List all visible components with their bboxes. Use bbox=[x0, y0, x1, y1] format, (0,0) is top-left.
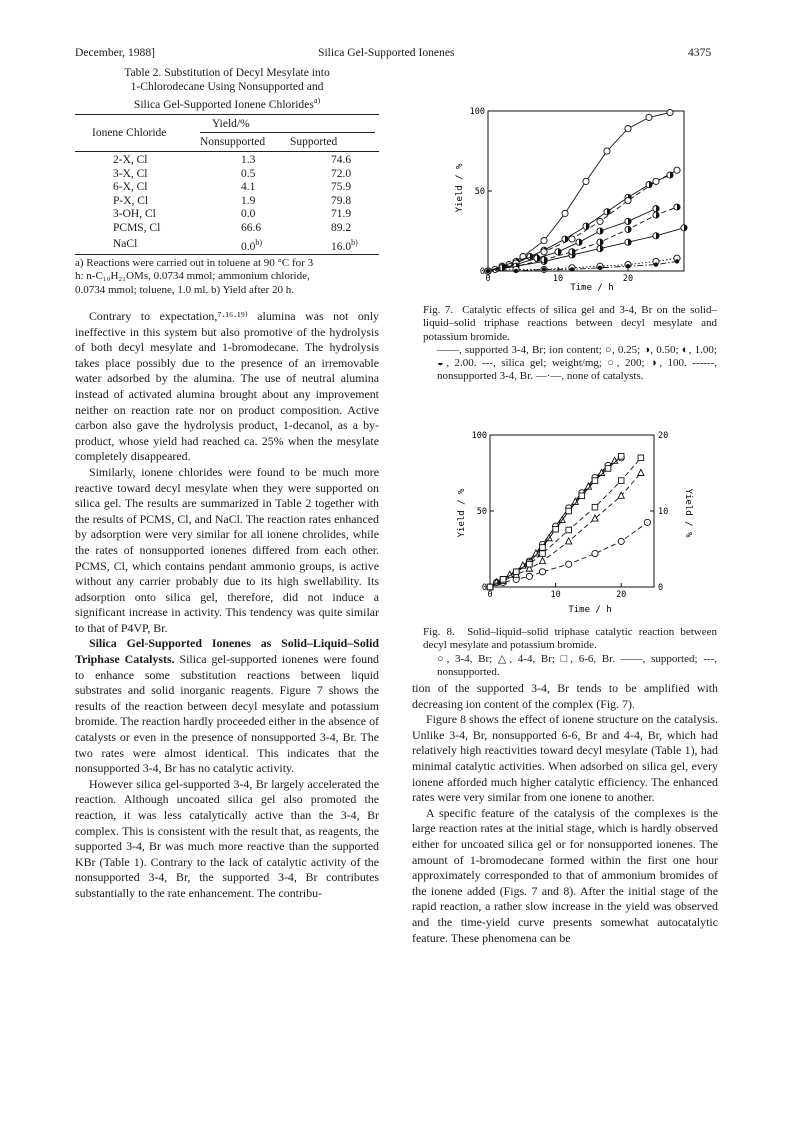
fig7-legend: ——, supported 3-4, Br; ion content; ○, 0.25; ◑, 0.50; ◐, 1.00; ◒, 2.00. ---, silica gel; weight/mg; ○, 200; ◑, 100. ------, nonsupported 3-4, Br. —·—, none of catalysts. bbox=[437, 343, 717, 383]
paragraph: A specific feature of the catalysis of the complexes is the large reaction rates at the initial stage, which is hardly observed either for uncoated silica gel or for nonsupported ionenes. The amount of 1-bromodecane formed within the first one hour approximately corresponded to that of ammonium bromides of the ionene added (Figs. 7 and 8). After the initial stage of the rapid reaction, a rather slow increase in the yield was observed and the time-yield curve presents somewhat autocatalytic feature. These phenomena can be bbox=[412, 805, 718, 945]
table-row bbox=[75, 236, 358, 254]
x-tick-label: 10 bbox=[552, 274, 564, 284]
right-column-text bbox=[412, 681, 718, 946]
square-marker bbox=[638, 455, 644, 461]
paragraph: Similarly, ionene chlorides were found to be much more reactive toward decyl mesylate when they were supported on silica gel. The results are summarized in Table 2 together with the results of PCMS, Cl, and NaCl. The reaction rates enhanced by adsorption were very similar for all ionene chrolides, while the rates of nonsupported ionenes differed from each other. PCMS, Cl, which contains pendant ammonio groups, is active without any carrier probably due to its high swellability. Its adsorption onto silica gel, therefore, did not induce a significant increase in activity. This tendency was quite similar to that of P4VP, Br. bbox=[75, 464, 379, 635]
fig7-plot-area bbox=[470, 107, 687, 284]
table-cell-supported: 89.2 bbox=[331, 221, 352, 234]
paragraph: tion of the supported 3-4, Br tends to be amplified with decreasing ion content of the complex (Fig. 7). bbox=[412, 681, 718, 711]
square-marker bbox=[618, 453, 624, 459]
paragraph: Figure 8 shows the effect of ionene structure on the catalysis. Unlike 3-4, Br, nonsupported 6-6, Br and 4-4, Br, which had relatively high reactivities toward decyl mesylate (Table 1), had minimal catalytic activities. When adsorbed on silica gel, every ionene afforded much higher catalytic efficiency. The enhanced rates were very similar from one ionene to another. bbox=[412, 712, 718, 805]
circle-marker bbox=[597, 218, 603, 224]
triangle-marker bbox=[539, 557, 545, 563]
table2-title-line: Table 2. Substitution of Decyl Mesylate into bbox=[124, 66, 330, 79]
circle-marker bbox=[653, 178, 659, 184]
paragraph: Contrary to expectation,⁷·¹⁶·¹⁹⁾ alumina was not only ineffective in this system but also promotive of the hydrolysis of both decyl mesylate and 1-bromodecane. The hydrolysis takes place possibly due to the presence of an irremovable water adsorbed by the alumina. The use of neutral alumina instead of activated alumina brought about any improvement neither on reaction rate nor on product composition. Active carbon also gave the hydrolysis product, 1-decanol, as a by-product, whose yield had reached ca. 25% when the mesylate completely disappeared. bbox=[75, 309, 379, 464]
table-row bbox=[75, 208, 358, 222]
table-row bbox=[75, 168, 358, 182]
paragraph: Silica Gel-Supported Ionenes as Solid–Liquid–Solid Triphase Catalysts. Silica gel-supported ionenes were found to enhance some substitution reactions between liquid substrates and solid inorganic reagents. Figure 7 shows the results of the reaction between decyl mesylate and potassium bromide. The reaction hardly proceeded either in the absence of catalysts or even in the presence of nonsupported 3-4, Br. The two rates were almost identical. This indicates that the nonsupported 3-4, Br has no catalytic activity. bbox=[75, 636, 379, 776]
fig7-xlabel: Time / h bbox=[570, 283, 614, 293]
x-tick-label: 0 bbox=[487, 590, 493, 600]
x-tick-label: 20 bbox=[622, 274, 634, 284]
x-tick-label: 20 bbox=[616, 590, 627, 600]
triangle-marker bbox=[566, 538, 572, 544]
paragraph: However silica gel-supported 3-4, Br largely accelerated the reaction. Although uncoated silica gel also promoted the reaction, it was less catalytically active than the 3-4, Br complex. This is consistent with the result that, as reagents, the supported 3-4, Br was much more reactive than the supported KBr (Table 1). Contrary to the lack of catalytic activity of the nonsupported 3-4, Br, the supported 3-4, Br contributes substantially to the rate enhancement. The contribu- bbox=[75, 776, 379, 900]
filled-circle-marker bbox=[514, 269, 518, 273]
filled-circle-marker bbox=[486, 269, 490, 273]
y2-tick-label: 0 bbox=[658, 583, 664, 593]
table-cell-ionene: 3-OH, Cl bbox=[113, 208, 156, 221]
table-row bbox=[75, 154, 358, 168]
filled-circle-marker bbox=[626, 264, 630, 268]
table2-yield-rule bbox=[200, 132, 375, 133]
circle-marker bbox=[592, 550, 598, 556]
y-tick-label: 50 bbox=[476, 507, 487, 517]
fig8-caption-label: Fig. 8. bbox=[423, 626, 455, 638]
x-tick-label: 0 bbox=[485, 274, 491, 284]
y-tick-label: 0 bbox=[481, 583, 487, 593]
square-marker bbox=[566, 508, 572, 514]
running-header-title: Silica Gel-Supported Ionenes bbox=[318, 46, 455, 59]
table2-title bbox=[75, 66, 379, 112]
table-cell-nonsupported: 0.0$^{b)}$ bbox=[241, 237, 263, 253]
y2-tick-label: 20 bbox=[658, 431, 669, 441]
table2-ionene-header: Ionene Chloride bbox=[92, 127, 167, 139]
table2-yield-header: Yield/% bbox=[212, 118, 250, 130]
square-marker bbox=[592, 478, 598, 484]
table2-top-rule bbox=[75, 114, 379, 115]
fig8-chart bbox=[438, 425, 698, 615]
circle-marker bbox=[541, 249, 547, 255]
circle-marker bbox=[644, 519, 650, 525]
table-cell-ionene: PCMS, Cl bbox=[113, 221, 161, 234]
table2-title-line: 1-Chlorodecane Using Nonsupported and bbox=[130, 80, 324, 93]
footnote-mark: b) bbox=[351, 237, 358, 247]
plot-frame bbox=[488, 111, 684, 271]
square-marker bbox=[500, 577, 506, 583]
square-marker bbox=[540, 545, 546, 551]
circle-marker bbox=[674, 167, 680, 173]
table-cell-supported: 16.0$^{b)}$ bbox=[331, 237, 358, 253]
table-row bbox=[75, 195, 358, 209]
square-marker bbox=[592, 504, 598, 510]
table-cell-ionene: 2-X, Cl bbox=[113, 154, 148, 166]
section-heading: Silica Gel-Supported Ionenes as Solid–Liquid–Solid Triphase Catalysts. bbox=[75, 636, 379, 667]
table2-supported-header: Supported bbox=[290, 136, 338, 148]
table2-bottom-rule bbox=[75, 254, 379, 255]
table2-body bbox=[75, 154, 358, 254]
table-cell-nonsupported: 1.3 bbox=[241, 154, 256, 166]
square-marker bbox=[605, 466, 611, 472]
circle-marker bbox=[569, 236, 575, 242]
table-cell-supported: 79.8 bbox=[331, 194, 352, 207]
y2-tick-label: 10 bbox=[658, 507, 669, 517]
square-marker bbox=[566, 527, 572, 533]
circle-marker bbox=[604, 148, 610, 154]
table2-footnote-line: a) Reactions were carried out in toluene at 90 °C for 3 bbox=[75, 257, 314, 269]
fig7-caption-text: Catalytic effects of silica gel and 3-4, Br on the solid–liquid–solid triphase reactions between decyl mesylate and potassium bromide. bbox=[423, 304, 717, 343]
series-line bbox=[488, 175, 670, 271]
filled-circle-marker bbox=[654, 262, 658, 266]
square-marker bbox=[618, 478, 624, 484]
table-cell-nonsupported: 4.1 bbox=[241, 181, 256, 194]
running-header-left: December, 1988] bbox=[75, 46, 156, 59]
circle-marker bbox=[625, 126, 631, 132]
triangle-marker bbox=[592, 515, 598, 521]
triangle-marker bbox=[638, 469, 644, 475]
circle-marker bbox=[526, 573, 532, 579]
fig8-caption-text: Solid–liquid–solid triphase catalytic reaction between decyl mesylate and potassium bromide. bbox=[423, 626, 717, 652]
circle-marker bbox=[541, 238, 547, 244]
page-number: 4375 bbox=[688, 46, 712, 59]
table2-header-rule bbox=[75, 151, 379, 152]
fig8-ylabel: Yield / % bbox=[457, 488, 467, 538]
circle-marker bbox=[583, 178, 589, 184]
fig7-ylabel: Yield / % bbox=[455, 163, 465, 213]
table2-footnote-line: 0.0734 mmol; toluene, 1.0 ml. b) Yield after 20 h. bbox=[75, 283, 294, 296]
fig8-xlabel: Time / h bbox=[568, 605, 612, 615]
x-tick-label: 10 bbox=[550, 590, 561, 600]
table-cell-nonsupported: 0.0 bbox=[241, 208, 256, 221]
table-cell-ionene: P-X, Cl bbox=[113, 194, 149, 207]
series-line bbox=[490, 473, 641, 587]
square-marker bbox=[527, 561, 533, 567]
square-marker bbox=[540, 551, 546, 557]
table-cell-supported: 74.6 bbox=[331, 154, 352, 166]
table2-footnote-line: h: n-C₁₀H₂₁OMs, 0.0734 mmol; ammonium chloride, bbox=[75, 270, 310, 283]
square-marker bbox=[487, 584, 493, 590]
y-tick-label: 0 bbox=[479, 267, 485, 277]
y-tick-label: 100 bbox=[471, 431, 487, 441]
footnote-mark: b) bbox=[255, 237, 263, 247]
table-cell-ionene: 6-X, Cl bbox=[113, 181, 148, 194]
filled-circle-marker bbox=[675, 259, 679, 263]
table-cell-ionene: 3-X, Cl bbox=[113, 167, 148, 180]
y-tick-label: 50 bbox=[474, 187, 485, 197]
filled-circle-marker bbox=[542, 267, 546, 271]
table2-footnote bbox=[75, 257, 379, 297]
fig8-y2label: Yield / % bbox=[683, 488, 693, 538]
circle-marker bbox=[566, 561, 572, 567]
filled-circle-marker bbox=[570, 267, 574, 271]
table-cell-supported: 71.9 bbox=[331, 208, 352, 221]
circle-marker bbox=[625, 198, 631, 204]
circle-marker bbox=[646, 114, 652, 120]
square-marker bbox=[513, 569, 519, 575]
square-marker bbox=[579, 493, 585, 499]
table2-title-footnote-mark: a) bbox=[313, 96, 321, 105]
fig7-caption bbox=[423, 304, 717, 384]
table-cell-supported: 75.9 bbox=[331, 181, 352, 194]
table2-nonsupported-header: Nonsupported bbox=[200, 136, 266, 148]
table2 bbox=[75, 154, 358, 254]
table-cell-ionene: NaCl bbox=[113, 237, 138, 250]
square-marker bbox=[553, 526, 559, 532]
table-cell-nonsupported: 0.5 bbox=[241, 167, 256, 180]
fig8-legend: ○, 3-4, Br; △, 4-4, Br; □, 6-6, Br. ——, supported; ---, nonsupported. bbox=[437, 652, 717, 678]
table-cell-nonsupported: 66.6 bbox=[241, 221, 262, 234]
table-cell-nonsupported: 1.9 bbox=[241, 194, 256, 207]
circle-marker bbox=[618, 538, 624, 544]
table-cell-supported: 72.0 bbox=[331, 167, 352, 180]
y-tick-label: 100 bbox=[469, 107, 485, 117]
table-row bbox=[75, 181, 358, 195]
table-row bbox=[75, 222, 358, 236]
circle-marker bbox=[539, 569, 545, 575]
fig8-plot-area bbox=[472, 431, 669, 600]
series-line bbox=[488, 113, 670, 271]
fig7-caption-label: Fig. 7. bbox=[423, 304, 454, 316]
table2-title-line: Silica Gel-Supported Ionene Chlorides$^{a)}$ bbox=[133, 96, 321, 111]
circle-marker bbox=[562, 210, 568, 216]
fig7-chart bbox=[438, 103, 688, 293]
fig8-caption bbox=[423, 626, 717, 679]
circle-marker bbox=[667, 110, 673, 116]
filled-circle-marker bbox=[598, 266, 602, 270]
left-column-text bbox=[75, 309, 379, 902]
